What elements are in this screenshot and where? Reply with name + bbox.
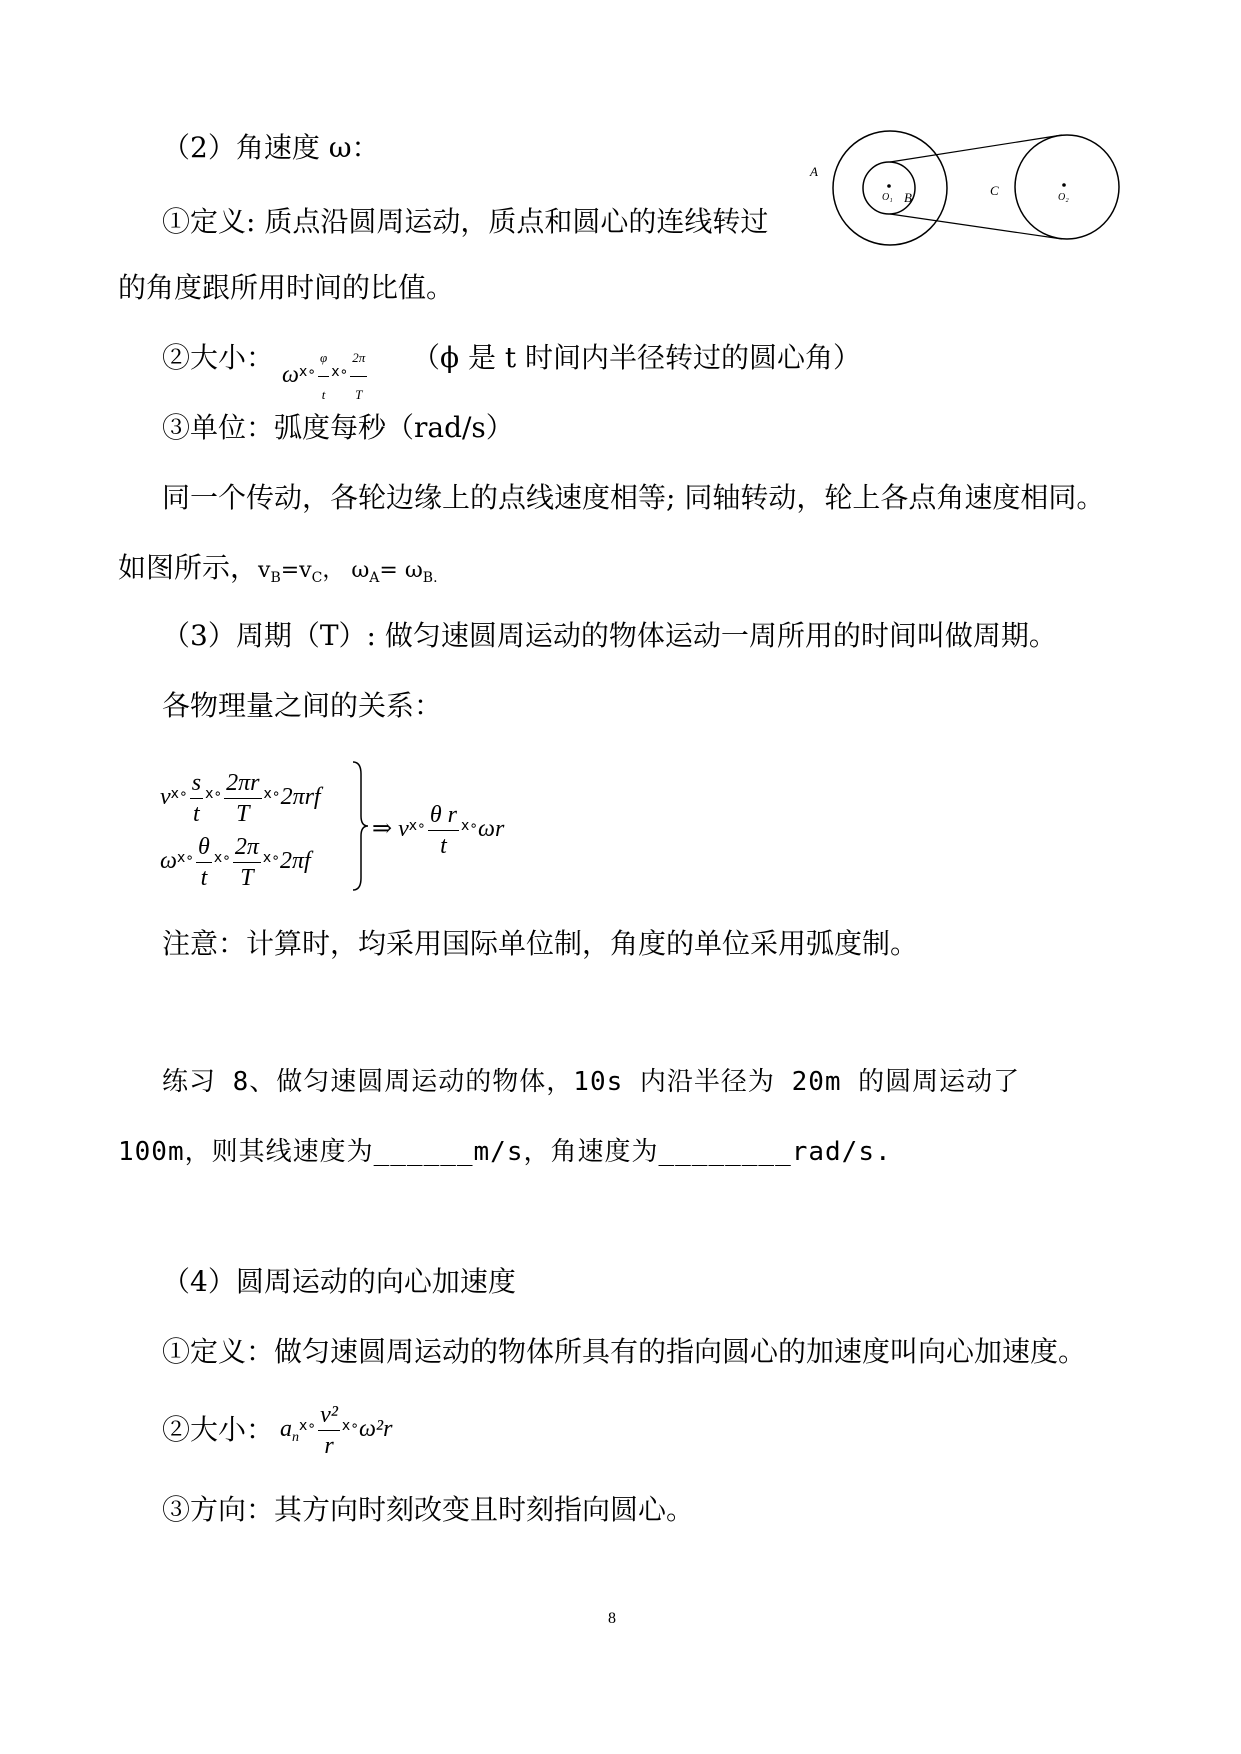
center-o2-dot (1062, 183, 1066, 187)
label-a: A (810, 164, 818, 179)
center-o1-dot (887, 184, 891, 188)
omega-symbol: ω (282, 362, 299, 389)
section-4-heading: （4）圆周运动的向心加速度 (162, 1265, 516, 1298)
phi-over-t: $\frac{\varphi}{t}$ (318, 340, 329, 413)
acceleration-size-label: ②大小： (162, 1413, 275, 1446)
pulley-diagram (800, 122, 1130, 252)
omega-formula: $\omega^{ⅹ\circ}$ $\frac{\varphi}{t}$ $^{ⅹ\circ}$ $\frac{2\pi}{T}$ (282, 340, 369, 413)
unit-note: 注意：计算时，均采用国际单位制，角度的单位采用弧度制。 (162, 927, 919, 960)
exercise-line-1: 练习 8、做匀速圆周运动的物体，10s 内沿半径为 20m 的圆周运动了 (162, 1067, 1021, 1097)
omega-relation-formula: $\omega^{ⅹ\circ}$ $\frac{\theta}{t}$ $^{ⅹ\circ}$ $\frac{2\pi}{T}$ $^{ⅹ\circ}$2πf (160, 834, 311, 891)
label-b: B (904, 190, 912, 205)
belt-bottom (890, 214, 1062, 239)
exercise-line-2: 100m，则其线速度为______m/s，角速度为________rad/s. (118, 1137, 892, 1167)
page-number: 8 (608, 1610, 616, 1627)
large-pulley-circle (833, 131, 947, 245)
unit-line: ③单位：弧度每秒（rad/s） (162, 411, 514, 444)
label-c: C (990, 183, 999, 198)
section-2-heading: （2）角速度 ω： (162, 131, 380, 164)
definition-line-1: ①定义: 质点沿圆周运动，质点和圆心的连线转过 (162, 205, 769, 238)
label-o1: O₁ (882, 192, 893, 203)
example-line: 如图所示，$v_B=v_C$， $\omega_A= \omega_{B.}$ (118, 551, 438, 586)
acceleration-definition: ①定义：做匀速圆周运动的物体所具有的指向圆心的加速度叫向心加速度。 (162, 1335, 1087, 1368)
size-label: ②大小： (162, 341, 275, 374)
right-brace (350, 760, 370, 892)
v-relation-formula: $v^{ⅹ\circ}$ $\frac{s}{t}$ $^{ⅹ\circ}$ $\frac{2\pi r}{T}$ $^{ⅹ\circ}$2πrf (160, 770, 321, 827)
definition-line-2: 的角度跟所用时间的比值。 (118, 271, 455, 304)
size-note: （ϕ 是 t 时间内半径转过的圆心角） (412, 341, 862, 374)
transmission-rule: 同一个传动，各轮边缘上的点线速度相等; 同轴转动，轮上各点角速度相同。 (162, 481, 1105, 514)
label-o2: O₂ (1058, 192, 1069, 203)
belt-top (890, 135, 1062, 162)
small-pulley-circle (863, 162, 915, 214)
two-pi-over-T: $\frac{2\pi}{T}$ (350, 340, 367, 413)
relations-heading: 各物理量之间的关系： (162, 689, 443, 722)
section-3-heading: （3）周期（T）: 做匀速圆周运动的物体运动一周所用的时间叫做周期。 (162, 619, 1057, 652)
v-omega-r-formula: ⇒ $v^{ⅹ\circ}$ $\frac{\text{θ r}}{t}$ $^{ⅹ\circ}$ωr (372, 802, 505, 859)
right-pulley-circle (1015, 135, 1119, 239)
acceleration-formula: $a_n^{ⅹ\circ}$ $\frac{\text{v²}}{r}$ $^{ⅹ\circ}$ω²r (280, 1402, 393, 1459)
acceleration-direction: ③方向：其方向时刻改变且时刻指向圆心。 (162, 1493, 695, 1526)
